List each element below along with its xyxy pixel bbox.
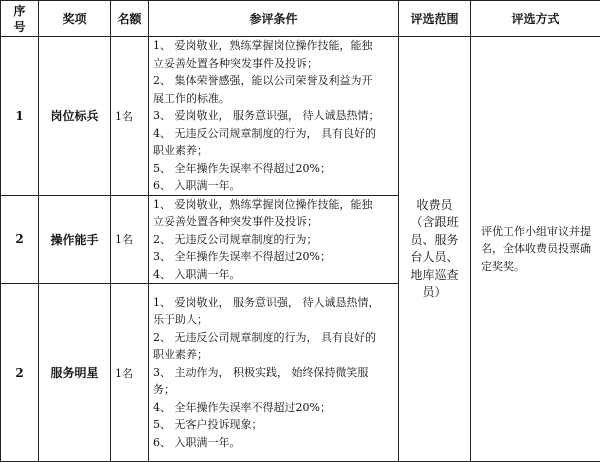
row-conditions — [149, 37, 399, 196]
header-method: 评选方式 — [471, 1, 600, 37]
condition-line: 3、 爱岗敬业， 服务意识强， 待人诚恳热情； — [153, 107, 394, 125]
condition-line: 职业素养； — [153, 346, 394, 364]
row-conditions — [149, 195, 399, 284]
header-award: 奖项 — [39, 1, 111, 37]
row-award: 服务明星 — [39, 284, 111, 462]
scope-line: 台人员、 — [399, 249, 470, 267]
header-seq-top: 序 — [1, 3, 38, 19]
row-quota: 1名 — [111, 195, 149, 284]
scope-cell — [399, 37, 471, 462]
header-scope: 评选范围 — [399, 1, 471, 37]
condition-line: 立妥善处置各种突发事件及投诉； — [153, 55, 394, 73]
condition-line: 2、 无违反公司规章制度的行为， 具有良好的 — [153, 329, 394, 347]
condition-line: 乐于助人； — [153, 311, 394, 329]
row-award: 操作能手 — [39, 195, 111, 284]
scope-line: （含跟班 — [399, 214, 470, 232]
condition-line: 2、 无违反公司规章制度的行为； — [153, 231, 394, 249]
condition-line: 5、 无客户投诉现象； — [153, 416, 394, 434]
scope-line: 员、服务 — [399, 232, 470, 250]
condition-line: 3、 主动作为， 积极实践， 始终保持微笑服 — [153, 364, 394, 382]
condition-line: 职业素养； — [153, 142, 394, 160]
condition-line: 6、 入职满一年。 — [153, 434, 394, 452]
row-conditions — [149, 284, 399, 462]
condition-line: 4、 全年操作失误率不得超过20%； — [153, 399, 394, 417]
condition-line: 4、 无违反公司规章制度的行为， 具有良好的 — [153, 125, 394, 143]
condition-line: 4、 入职满一年。 — [153, 266, 394, 284]
condition-line: 5、 全年操作失误率不得超过20%； — [153, 160, 394, 178]
header-row — [1, 1, 600, 37]
method-cell: 评优工作小组审议并提名，全体收费员投票确定奖奖。 — [471, 37, 600, 462]
row-quota: 1名 — [111, 37, 149, 196]
condition-line: 1、 爱岗敬业， 服务意识强， 待人诚恳热情， — [153, 294, 394, 312]
table-row — [1, 37, 600, 196]
row-award: 岗位标兵 — [39, 37, 111, 196]
row-seq: 1 — [1, 37, 39, 196]
scope-line: 员） — [399, 284, 470, 302]
condition-line: 1、 爱岗敬业，熟练掌握岗位操作技能，能独 — [153, 37, 394, 55]
row-quota: 1名 — [111, 284, 149, 462]
row-seq: 2 — [1, 195, 39, 284]
condition-line: 立妥善处置各种突发事件及投诉； — [153, 213, 394, 231]
condition-line: 3、 全年操作失误率不得超过20%； — [153, 248, 394, 266]
row-seq: 2 — [1, 284, 39, 462]
condition-line: 1、 爱岗敬业，熟练掌握岗位操作技能，能独 — [153, 196, 394, 214]
condition-line: 2、 集体荣誉感强，能以公司荣誉及利益为开 — [153, 72, 394, 90]
condition-line: 6、 入职满一年。 — [153, 177, 394, 195]
condition-line: 务； — [153, 381, 394, 399]
header-conditions: 参评条件 — [149, 1, 399, 37]
condition-line: 展工作的标准。 — [153, 90, 394, 108]
scope-line: 地库巡查 — [399, 267, 470, 285]
header-seq — [1, 1, 39, 37]
scope-line: 收费员 — [399, 197, 470, 215]
header-seq-bottom: 号 — [1, 19, 38, 35]
header-quota: 名额 — [111, 1, 149, 37]
